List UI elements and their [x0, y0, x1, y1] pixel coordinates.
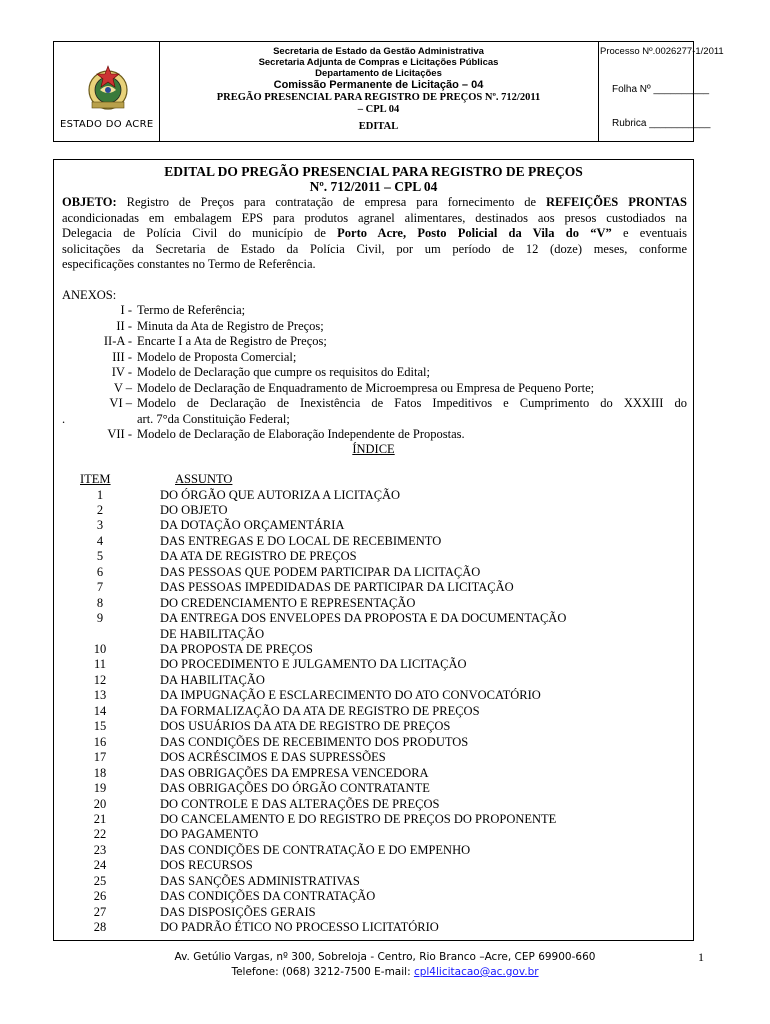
- anexo-text: Modelo de Declaração de Inexistência de Fatos Impeditivos e Cumprimento do XXXIII do: [137, 396, 687, 410]
- process-number: Processo Nº.0026277-1/2011: [600, 46, 724, 57]
- anexo-text: Modelo de Declaração de Elaboração Independente de Propostas.: [137, 427, 465, 441]
- index-item-subject: DAS OBRIGAÇÕES DO ÓRGÃO CONTRATANTE: [160, 781, 430, 796]
- index-item-number: 22: [93, 827, 107, 842]
- stray-dot: .: [62, 411, 66, 426]
- objeto-line: OBJETO: Registro de Preços para contratação de empresa para fornecimento de REFEIÇÕES PRONTAS: [62, 195, 688, 209]
- index-item-subject: DAS SANÇÕES ADMINISTRATIVAS: [160, 873, 360, 888]
- org-line: Secretaria de Estado da Gestão Administrativa: [273, 46, 484, 57]
- edital-number: Nº. 712/2011 – CPL 04: [309, 179, 438, 194]
- index-item-number: 2: [96, 502, 104, 517]
- anexo-number: I -: [120, 303, 132, 317]
- index-item-subject: DA IMPUGNAÇÃO E ESCLARECIMENTO DO ATO CONVOCATÓRIO: [160, 688, 541, 703]
- index-item-number: 21: [93, 811, 107, 826]
- index-item-subject: DOS ACRÉSCIMOS E DAS SUPRESSÕES: [160, 750, 386, 765]
- objeto-line: especificações constantes no Termo de Referência.: [62, 257, 316, 272]
- index-item-subject: DA HABILITAÇÃO: [160, 672, 265, 687]
- index-item-number: 14: [93, 703, 107, 718]
- header-title-cell: [159, 42, 599, 141]
- indice-heading: ÍNDICE: [352, 442, 395, 456]
- edital-title: EDITAL DO PREGÃO PRESENCIAL PARA REGISTRO DE PREÇOS: [164, 164, 583, 179]
- anexo-number: II-A -: [103, 334, 132, 348]
- index-item-number: 12: [93, 672, 107, 687]
- index-item-subject: DAS ENTREGAS E DO LOCAL DE RECEBIMENTO: [160, 533, 442, 548]
- anexo-number: III -: [112, 349, 132, 364]
- index-item-number: 11: [93, 657, 107, 672]
- anexo-number: II -: [116, 318, 132, 333]
- anexo-text: Modelo de Declaração de Enquadramento de Microempresa ou Empresa de Pequeno Porte;: [137, 380, 595, 395]
- index-item-number: 20: [93, 796, 107, 811]
- index-item-subject: DA ATA DE REGISTRO DE PREÇOS: [160, 549, 357, 564]
- index-item-subject: DO CREDENCIAMENTO E REPRESENTAÇÃO: [160, 595, 416, 610]
- index-item-number: 3: [96, 518, 104, 533]
- anexo-text: art. 7°da Constituição Federal;: [137, 411, 290, 426]
- rubrica-field: Rubrica ___________: [612, 118, 711, 129]
- index-item-subject: DAS OBRIGAÇÕES DA EMPRESA VENCEDORA: [160, 765, 429, 780]
- index-item-subject: DO OBJETO: [160, 502, 228, 517]
- index-item-number: 27: [93, 904, 107, 919]
- index-item-subject: DOS RECURSOS: [160, 858, 253, 873]
- index-item-number: 5: [96, 549, 104, 564]
- index-item-number: 13: [93, 688, 107, 703]
- index-item-subject: DO PAGAMENTO: [160, 827, 259, 842]
- index-item-subject: DAS PESSOAS IMPEDIDADAS DE PARTICIPAR DA LICITAÇÃO: [160, 580, 514, 595]
- index-item-subject: DAS CONDIÇÕES DA CONTRATAÇÃO: [160, 889, 376, 904]
- index-item-number: 10: [93, 642, 107, 656]
- anexo-number: IV -: [111, 365, 132, 379]
- index-item-number: 4: [96, 533, 104, 548]
- index-item-subject: DOS USUÁRIOS DA ATA DE REGISTRO DE PREÇOS: [160, 719, 451, 734]
- index-item-number: 7: [96, 580, 104, 595]
- index-item-number: 25: [93, 873, 107, 888]
- objeto-line: Delegacia de Polícia Civil do município de Porto Acre, Posto Policial da Vila do “V” e eventuais: [62, 226, 687, 241]
- item-column-header: ITEM: [80, 472, 111, 486]
- anexo-text: Termo de Referência;: [137, 303, 246, 317]
- anexo-text: Minuta da Ata de Registro de Preços;: [137, 318, 324, 333]
- index-item-number: 6: [96, 564, 104, 579]
- org-line: Secretaria Adjunta de Compras e Licitações Públicas: [258, 57, 499, 68]
- index-item-subject: DAS CONDIÇÕES DE CONTRATAÇÃO E DO EMPENHO: [160, 842, 471, 857]
- index-item-number: 19: [93, 781, 107, 796]
- document-body: [53, 159, 694, 941]
- index-item-subject: DO CONTROLE E DAS ALTERAÇÕES DE PREÇOS: [160, 796, 440, 811]
- index-item-number: 15: [93, 719, 107, 734]
- index-item-subject: DO PROCEDIMENTO E JULGAMENTO DA LICITAÇÃO: [160, 657, 467, 672]
- org-line: Departamento de Licitações: [315, 68, 442, 79]
- page-number: 1: [698, 950, 704, 964]
- assunto-column-header: ASSUNTO: [175, 472, 233, 486]
- index-item-number: 24: [93, 858, 107, 873]
- objeto-line: solicitações da Secretaria de Estado da Polícia Civil, por um período de 12 (doze) meses, conforme: [62, 241, 687, 256]
- index-item-subject: DAS PESSOAS QUE PODEM PARTICIPAR DA LICITAÇÃO: [160, 564, 481, 579]
- index-item-number: 28: [93, 920, 107, 935]
- header-logo-cell: [54, 42, 160, 141]
- index-item-number: 9: [96, 611, 104, 626]
- index-item-subject: DE HABILITAÇÃO: [160, 626, 265, 641]
- index-item-number: 26: [93, 889, 107, 904]
- objeto-paragraph: [62, 195, 687, 273]
- index-item-subject: DA ENTREGA DOS ENVELOPES DA PROPOSTA E DA DOCUMENTAÇÃO: [160, 611, 567, 626]
- header-process-cell: [598, 42, 724, 141]
- index-item-number: 17: [93, 750, 107, 765]
- index-item-number: 18: [93, 765, 107, 780]
- index-item-subject: DO CANCELAMENTO E DO REGISTRO DE PREÇOS DO PROPONENTE: [160, 811, 557, 826]
- anexo-number: V –: [113, 380, 132, 395]
- edital-label: EDITAL: [358, 121, 399, 132]
- index-item-subject: DA PROPOSTA DE PREÇOS: [160, 642, 313, 656]
- anexo-text: Modelo de Proposta Comercial;: [137, 349, 297, 364]
- anexos-label: ANEXOS:: [62, 288, 117, 302]
- commission-name: Comissão Permanente de Licitação – 04: [273, 79, 484, 91]
- anexo-number: VI –: [109, 396, 132, 410]
- objeto-line: acondicionadas em embalagem EPS para produtos agranel alimentares, destinados aos presos custodiados na: [62, 210, 687, 225]
- state-label: ESTADO DO ACRE: [60, 119, 154, 130]
- pregao-title-cont: – CPL 04: [357, 104, 400, 115]
- index-item-subject: DO PADRÃO ÉTICO NO PROCESSO LICITATÓRIO: [160, 920, 439, 935]
- footer-contact: Telefone: (068) 3212-7500 E-mail: cpl4licitacao@ac.gov.br: [231, 966, 539, 978]
- state-seal-icon: [86, 62, 130, 114]
- index-item-subject: DO ÓRGÃO QUE AUTORIZA A LICITAÇÃO: [160, 487, 401, 502]
- pregao-title: PREGÃO PRESENCIAL PARA REGISTRO DE PREÇOS Nº. 712/2011: [216, 92, 541, 103]
- index-item-subject: DA FORMALIZAÇÃO DA ATA DE REGISTRO DE PREÇOS: [160, 703, 480, 718]
- index-item-number: 16: [93, 734, 107, 749]
- index-item-subject: DAS CONDIÇÕES DE RECEBIMENTO DOS PRODUTOS: [160, 734, 469, 749]
- folha-field: Folha Nº __________: [612, 84, 710, 95]
- index-item-subject: DAS DISPOSIÇÕES GERAIS: [160, 904, 316, 919]
- document-header: [53, 41, 724, 142]
- footer-email-link[interactable]: cpl4licitacao@ac.gov.br: [413, 966, 539, 978]
- footer-address: Av. Getúlio Vargas, nº 300, Sobreloja - Centro, Rio Branco –Acre, CEP 69900-660: [174, 951, 596, 963]
- anexo-text: Modelo de Declaração que cumpre os requisitos do Edital;: [137, 365, 430, 379]
- index-item-number: 1: [96, 487, 104, 502]
- index-item-number: 23: [93, 842, 107, 857]
- anexo-text: Encarte I a Ata de Registro de Preços;: [137, 334, 327, 348]
- anexo-number: VII -: [107, 427, 132, 441]
- index-item-subject: DA DOTAÇÃO ORÇAMENTÁRIA: [160, 518, 345, 533]
- index-item-number: 8: [96, 595, 104, 610]
